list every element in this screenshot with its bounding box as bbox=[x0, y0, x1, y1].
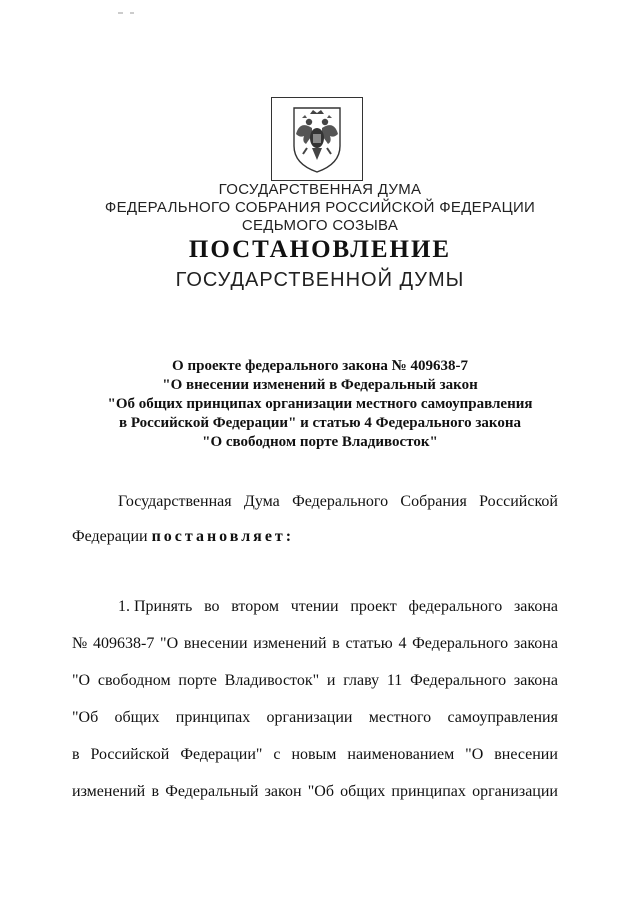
word: "О bbox=[160, 635, 179, 652]
word: во bbox=[204, 598, 220, 615]
word: 409638-7 bbox=[92, 635, 155, 652]
word: Собрания bbox=[400, 493, 467, 510]
word: Федерального bbox=[412, 635, 509, 652]
word: наименованием bbox=[347, 746, 455, 763]
word: принципах bbox=[391, 783, 466, 800]
word: втором bbox=[231, 598, 280, 615]
word: "Об bbox=[307, 783, 334, 800]
word: свободном bbox=[97, 672, 171, 689]
title-line: "О свободном порте Владивосток" bbox=[202, 434, 438, 450]
word: и bbox=[326, 672, 336, 689]
word: в bbox=[332, 635, 340, 652]
title-line: "О внесении изменений в Федеральный закон bbox=[162, 377, 478, 393]
word: Российской bbox=[90, 746, 170, 763]
word: Федеральный bbox=[165, 783, 259, 800]
item1-line-2 bbox=[72, 635, 558, 653]
word: "О bbox=[72, 672, 91, 689]
word: изменений bbox=[72, 783, 146, 800]
word: Государственная bbox=[118, 493, 232, 510]
word: Федерального bbox=[292, 493, 389, 510]
word: "Об bbox=[72, 709, 99, 726]
word: статью bbox=[345, 635, 393, 652]
word: № bbox=[72, 635, 88, 652]
item1-line-4 bbox=[72, 709, 558, 727]
word: общих bbox=[340, 783, 386, 800]
word: самоуправления bbox=[447, 709, 558, 726]
word: принципах bbox=[175, 709, 251, 726]
item1-line-1 bbox=[118, 598, 558, 616]
word: закона bbox=[513, 598, 558, 615]
document-issuer: ГОСУДАРСТВЕННОЙ ДУМЫ bbox=[175, 269, 465, 291]
item1-line-5 bbox=[72, 746, 558, 764]
word: Владивосток" bbox=[224, 672, 320, 689]
document-title bbox=[0, 357, 640, 452]
word: организации bbox=[472, 783, 558, 800]
word: порте bbox=[178, 672, 217, 689]
header-duma: ГОСУДАРСТВЕННАЯ ДУМА bbox=[218, 181, 422, 198]
title-line: "Об общих принципах организации местного самоуправления bbox=[107, 396, 533, 412]
word: проект bbox=[350, 598, 397, 615]
word: с bbox=[273, 746, 281, 763]
state-emblem-icon bbox=[271, 97, 363, 181]
document-type: ПОСТАНОВЛЕНИЕ bbox=[188, 236, 452, 263]
word: чтении bbox=[290, 598, 339, 615]
word: новым bbox=[291, 746, 337, 763]
word: 4 bbox=[398, 635, 407, 652]
header-federal-assembly: ФЕДЕРАЛЬНОГО СОБРАНИЯ РОССИЙСКОЙ ФЕДЕРАЦИИ bbox=[104, 199, 536, 216]
word: главу bbox=[343, 672, 380, 689]
word: закона bbox=[513, 635, 558, 652]
title-line: О проекте федерального закона № 409638-7 bbox=[172, 358, 468, 374]
word: "О bbox=[465, 746, 484, 763]
word: изменений bbox=[253, 635, 327, 652]
item1-line-3 bbox=[72, 672, 558, 690]
word: общих bbox=[114, 709, 160, 726]
word: 1. Принять bbox=[118, 598, 193, 615]
word: Дума bbox=[243, 493, 280, 510]
title-line: в Российской Федерации" и статью 4 Федерального закона bbox=[118, 415, 521, 431]
word: 11 bbox=[386, 672, 403, 689]
word: федерального bbox=[408, 598, 503, 615]
word: закона bbox=[513, 672, 558, 689]
word: Федерации bbox=[72, 528, 148, 545]
resolution-verb: постановляет: bbox=[151, 528, 295, 545]
word: местного bbox=[368, 709, 432, 726]
item1-line-6 bbox=[72, 783, 558, 801]
word: в bbox=[151, 783, 159, 800]
preamble-line-1 bbox=[118, 493, 558, 511]
word: закон bbox=[264, 783, 302, 800]
word: внесении bbox=[494, 746, 558, 763]
preamble-line-2 bbox=[72, 528, 558, 546]
word: Федерации" bbox=[180, 746, 263, 763]
scan-mark bbox=[118, 12, 138, 14]
word: Российской bbox=[479, 493, 558, 510]
header-convocation: СЕДЬМОГО СОЗЫВА bbox=[241, 217, 399, 234]
word: Федерального bbox=[410, 672, 507, 689]
word: в bbox=[72, 746, 80, 763]
word: внесении bbox=[183, 635, 248, 652]
word: организации bbox=[266, 709, 353, 726]
